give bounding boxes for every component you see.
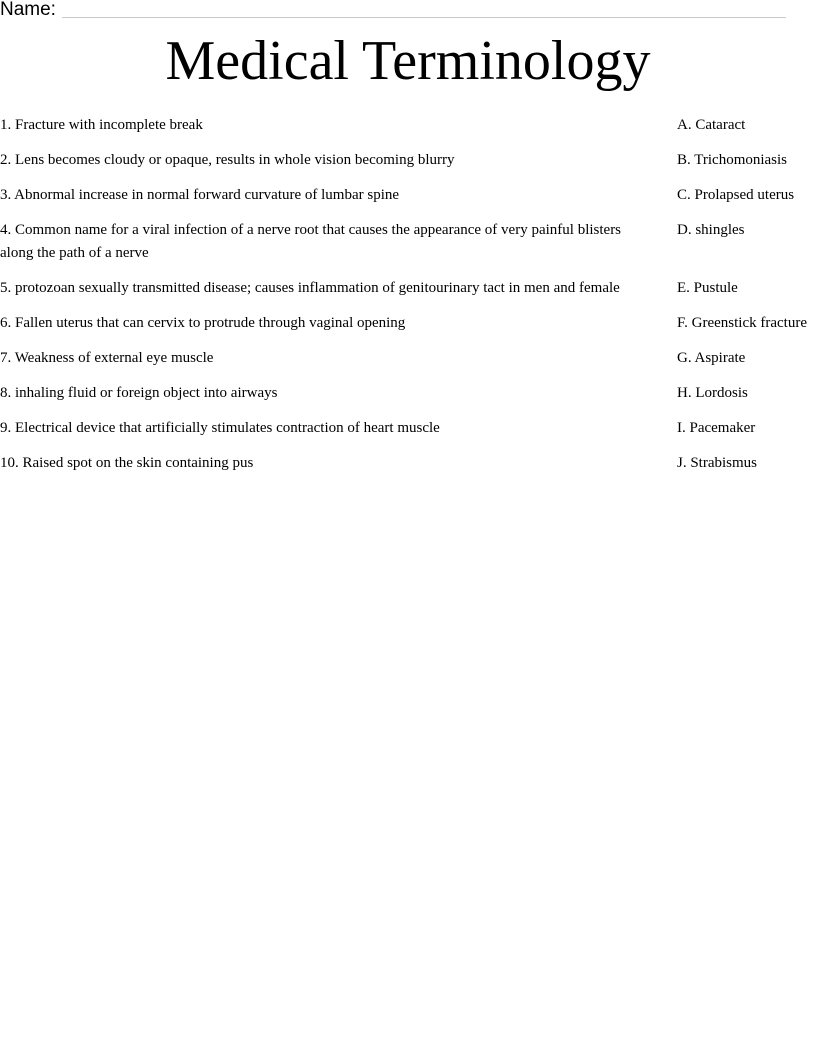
- matching-row: [0, 417, 816, 440]
- answer-option: D. shingles: [677, 222, 745, 238]
- name-line[interactable]: [62, 17, 786, 18]
- clue-text: 7. Weakness of external eye muscle: [0, 350, 214, 366]
- name-row: [0, 0, 56, 22]
- answer-option: G. Aspirate: [677, 350, 746, 366]
- answer-option: I. Pacemaker: [677, 420, 756, 436]
- matching-row: [0, 347, 816, 370]
- answer-option: C. Prolapsed uterus: [677, 187, 795, 203]
- matching-row: [0, 312, 816, 335]
- clue-text: 8. inhaling fluid or foreign object into airways: [0, 385, 278, 401]
- matching-row: [0, 382, 816, 405]
- answer-option: H. Lordosis: [677, 385, 748, 401]
- matching-row: [0, 277, 816, 300]
- clue-text: 6. Fallen uterus that can cervix to protrude through vaginal opening: [0, 315, 406, 331]
- matching-row: [0, 219, 816, 265]
- matching-list: [0, 114, 816, 487]
- answer-option: B. Trichomoniasis: [677, 152, 788, 168]
- clue-text: 9. Electrical device that artificially stimulates contraction of heart muscle: [0, 420, 440, 436]
- answer-option: F. Greenstick fracture: [677, 315, 807, 331]
- matching-row: [0, 184, 816, 207]
- clue-text: 4. Common name for a viral infection of a nerve root that causes the appearance of very painful blisters along the path of a nerve: [0, 222, 622, 261]
- page-title: Medical Terminology: [165, 30, 651, 92]
- clue-text: 3. Abnormal increase in normal forward curvature of lumbar spine: [0, 187, 400, 203]
- clue-text: 10. Raised spot on the skin containing pus: [0, 455, 254, 471]
- answer-option: J. Strabismus: [677, 455, 758, 471]
- answer-option: E. Pustule: [677, 280, 738, 296]
- clue-text: 2. Lens becomes cloudy or opaque, results in whole vision becoming blurry: [0, 152, 455, 168]
- name-label: Name:: [0, 0, 56, 20]
- clue-text: 1. Fracture with incomplete break: [0, 117, 203, 133]
- matching-row: [0, 149, 816, 172]
- matching-row: [0, 452, 816, 475]
- clue-text: 5. protozoan sexually transmitted disease; causes inflammation of genitourinary tact in men and female: [0, 280, 620, 296]
- matching-row: [0, 114, 816, 137]
- answer-option: A. Cataract: [677, 117, 746, 133]
